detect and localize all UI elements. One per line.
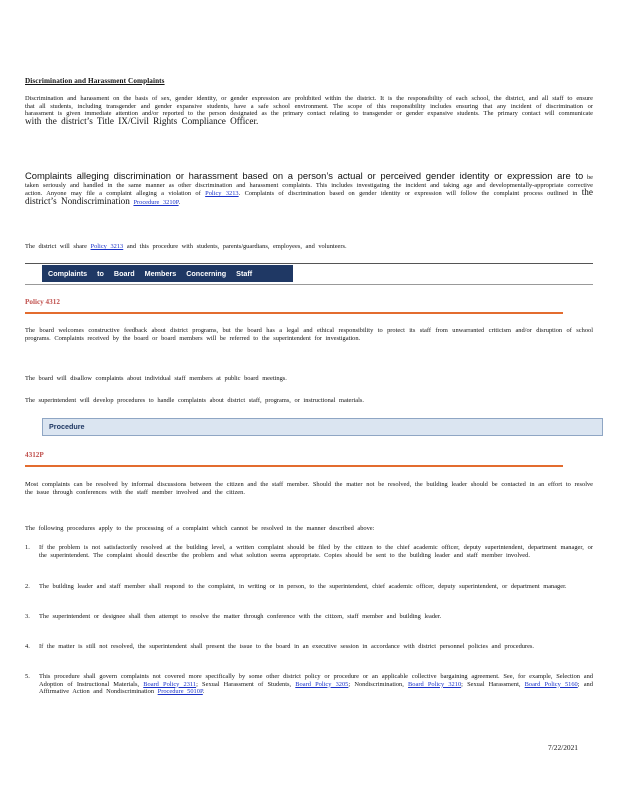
policy-3213-link-2[interactable]: Policy 3213	[90, 243, 124, 250]
policy-number: Policy 4312	[25, 298, 60, 306]
intro-tail: with the district’s Title IX/Civil Rights Compliance Officer.	[25, 115, 259, 126]
complaints-text-b: Complaints of discrimination based on gender identity or expression will follow the complaint process outlined in	[244, 190, 578, 198]
complaints-paragraph: Complaints alleging discrimination or harassment based on a person’s actual or perceived gender identity or expression are to be taken seriously and handled in the same manner as other discrimination and harassment complaints. This includes investigating the incident and taking age and developmentally-appropriate corrective action. Anyone may file a complaint alleging a violation of Policy 3213. Complaints of discrimination based on gender identity or expression will follow the complaint process outlined in the district’s Nondiscrimination Procedure 3210P.	[25, 170, 593, 206]
step-2: 2. The building leader and staff member shall respond to the complaint, in writing or in person, to the superintendent, chief academic officer, deputy superintendent, or department manager.	[25, 583, 567, 590]
section-rule-top	[25, 263, 593, 264]
section-heading-bar: Complaints to Board Members Concerning Staff	[42, 265, 293, 282]
intro-text: Discrimination and harassment on the basis of sex, gender identity, or gender expression are prohibited within the district. It is the responsibility of each school, the district, and all staff to ensure that all students, including transgender and gender expansive students, have a safe school environment. The scope of this responsibility includes ensuring that any incident of discrimination or harassment is given immediate attention and/or reported to the person designated as the primary contact relating to transgender or gender expansive students. The primary contact will communicate	[25, 95, 593, 118]
complaints-tail: the district’s Nondiscrimination	[25, 187, 593, 206]
share-text-b: and this procedure with students, parents/guardians, employees, and volunteers.	[126, 243, 347, 250]
procedure-divider	[25, 465, 563, 467]
step-4: 4. If the matter is still not resolved, the superintendent shall present the issue to the board in an executive session in accordance with district personnel policies and procedures.	[25, 643, 535, 650]
procedure-paragraph-2: The following procedures apply to the processing of a complaint which cannot be resolved in the manner described above:	[25, 525, 375, 532]
section-rule-bottom	[25, 284, 593, 285]
policy-3213-link[interactable]: Policy 3213	[205, 190, 239, 198]
document-date: 7/22/2021	[548, 743, 578, 752]
share-text-a: The district will share	[25, 243, 87, 250]
procedure-number: 4312P	[25, 451, 44, 459]
procedure-3210p-link[interactable]: Procedure 3210P	[133, 198, 179, 206]
board-policy-5160-link[interactable]: Board Policy 5160	[524, 680, 578, 688]
procedure-paragraph-1: Most complaints can be resolved by informal discussions between the citizen and the staff member. Should the matter not be resolved, the building leader should be contacted in an effort to resolve the issue through conferences with the staff member involved and the citizen.	[25, 481, 593, 496]
policy-divider	[25, 312, 563, 314]
procedure-heading-bar: Procedure	[42, 418, 603, 436]
policy-paragraph-2: The board will disallow complaints about individual staff members at public board meetings.	[25, 375, 287, 382]
share-paragraph	[25, 243, 593, 251]
intro-paragraph	[25, 95, 593, 126]
section-title: Discrimination and Harassment Complaints	[25, 77, 165, 85]
complaints-text-a: be taken seriously and handled in the same manner as other discrimination and harassment complaints. This includes investigating the incident and taking age and developmentally-appropriate corrective action. Anyone may file a complaint alleging a violation of	[25, 174, 593, 198]
board-policy-3210-link[interactable]: Board Policy 3210	[408, 680, 462, 688]
step-1: 1. If the problem is not satisfactorily resolved at the building level, a written complaint should be filed by the citizen to the chief academic officer, deputy superintendent, department manager, or the superintendent. The complaint should describe the problem and what solution seems appropriate. Copies should be sent to the building leader and staff member involved.	[25, 544, 593, 559]
complaints-lead: Complaints alleging discrimination or harassment based on a person’s actual or perceived gender identity or expression are to	[25, 170, 584, 181]
step-5: 5. This procedure shall govern complaints not covered more specifically by some other district policy or procedure or an applicable collective bargaining agreement. See, for example, Selection and Adoption of Instructional Materials, Board Policy 2311; Sexual Harassment of Students, Board Policy 3205; Nondiscrimination, Board Policy 3210; Sexual Harassment, Board Policy 5160; and Affirmative Action and Nondiscrimination Procedure 5010P.	[25, 673, 593, 696]
board-policy-3205-link[interactable]: Board Policy 3205	[295, 680, 349, 688]
board-policy-2311-link[interactable]: Board Policy 2311	[143, 680, 197, 688]
policy-paragraph-3: The superintendent will develop procedures to handle complaints about district staff, programs, or instructional materials.	[25, 397, 364, 404]
procedure-5010p-link[interactable]: Procedure 5010P	[157, 688, 203, 696]
policy-paragraph-1: The board welcomes constructive feedback about district programs, but the board has a legal and ethical responsibility to protect its staff from unwarranted criticism and/or disruption of school programs. Complaints received by the board or board members will be referred to the superintendent for investigation.	[25, 327, 593, 342]
step-3: 3. The superintendent or designee shall then attempt to resolve the matter through conference with the citizen, staff member and building leader.	[25, 613, 442, 620]
